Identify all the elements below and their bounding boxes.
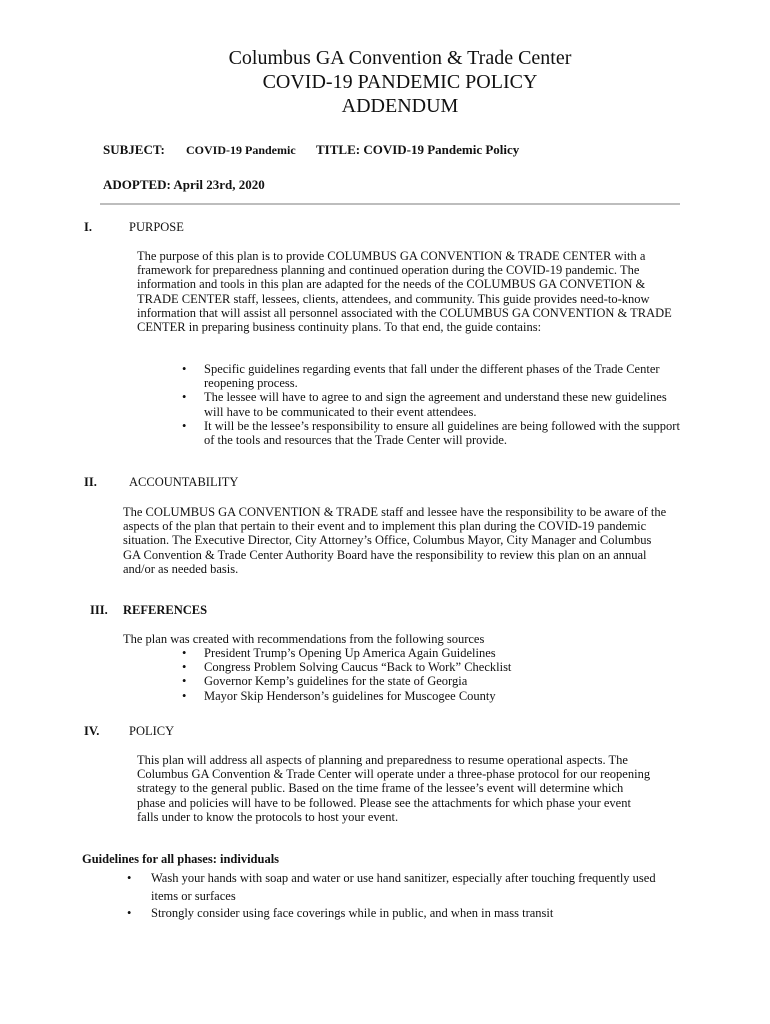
bullet-icon: •: [182, 418, 187, 433]
paragraph-line: Columbus GA Convention & Trade Center will operate under a three-phase protocol for our reopening: [137, 767, 651, 782]
list-item-line: It will be the lessee’s responsibility to ensure all guidelines are being followed with the support: [204, 418, 680, 433]
paragraph-line: The purpose of this plan is to provide COLUMBUS GA CONVENTION & TRADE CENTER with a: [137, 249, 646, 263]
list-item-line: Specific guidelines regarding events that fall under the different phases of the Trade Center: [204, 362, 660, 376]
paragraph-line: phase and policies will have to be followed. Please see the attachments for which phase your event: [137, 795, 631, 810]
list-item: [182, 390, 694, 419]
list-item-line: Strongly consider using face coverings while in public, and when in mass transit: [151, 906, 554, 920]
document-title-line-1: Columbus GA Convention & Trade Center: [228, 47, 572, 69]
paragraph-line: This plan will address all aspects of planning and preparedness to resume operational aspects. The: [137, 753, 628, 767]
list-item: [127, 870, 691, 905]
bullet-icon: •: [182, 390, 187, 405]
section-heading-purpose: PURPOSE: [129, 220, 184, 234]
list-item: [182, 418, 694, 448]
document-title-line-3: ADDENDUM: [341, 95, 459, 117]
bullet-icon: •: [182, 362, 187, 376]
list-item-line: of the tools and resources that the Trade Center will provide.: [204, 433, 508, 448]
section-numeral-references: III.: [90, 603, 108, 617]
paragraph-line: and/or as needed basis.: [123, 561, 239, 576]
list-item: [127, 905, 691, 923]
list-item-line: items or surfaces: [151, 888, 236, 903]
section-heading-references: REFERENCES: [123, 603, 208, 617]
bullet-icon: •: [182, 646, 187, 660]
paragraph-line: information and tools in this plan are adapted for the needs of the COLUMBUS GA CONVETION &: [137, 277, 646, 292]
subject-value: COVID-19 Pandemic: [186, 143, 296, 157]
guidelines-heading: Guidelines for all phases: individuals: [82, 852, 280, 866]
document-title-line-2: COVID-19 PANDEMIC POLICY: [262, 71, 538, 93]
list-item: [182, 646, 694, 660]
paragraph-line: TRADE CENTER staff, lessees, clients, attendees, and community. This guide provides need-to-know: [137, 291, 650, 306]
bullet-icon: •: [127, 906, 132, 920]
accountability-paragraph: [123, 505, 693, 576]
list-item-line: will have to be communicated to their event attendees.: [204, 404, 477, 419]
policy-paragraph: [137, 753, 697, 824]
guidelines-bullet-list: [127, 870, 691, 923]
section-numeral-accountability: II.: [84, 475, 97, 489]
bullet-icon: •: [182, 674, 187, 689]
paragraph-line: GA Convention & Trade Center Authority Board have the responsibility to review this plan on an annual: [123, 547, 647, 562]
references-intro: The plan was created with recommendations from the following sources: [123, 632, 485, 646]
list-item-line: Congress Problem Solving Caucus “Back to Work” Checklist: [204, 660, 512, 675]
section-heading-policy: POLICY: [129, 724, 175, 738]
bullet-icon: •: [182, 660, 187, 675]
adopted-date: ADOPTED: April 23rd, 2020: [103, 177, 265, 192]
policy-title: TITLE: COVID-19 Pandemic Policy: [316, 142, 520, 157]
subject-label: SUBJECT:: [103, 142, 165, 157]
list-item: [182, 688, 694, 703]
list-item-line: The lessee will have to agree to and sign the agreement and understand these new guidelines: [204, 390, 667, 405]
paragraph-line: aspects of the plan that pertain to their event and to implement this plan during the COVID-19 pandemic: [123, 519, 647, 534]
header-divider: [100, 203, 680, 205]
paragraph-line: strategy to the general public. Based on the time frame of the lessee’s event will determine which: [137, 781, 624, 796]
list-item-line: Governor Kemp’s guidelines for the state of Georgia: [204, 674, 468, 689]
bullet-icon: •: [182, 688, 187, 703]
purpose-paragraph: [137, 249, 697, 334]
list-item: [182, 660, 694, 675]
list-item-line: Mayor Skip Henderson’s guidelines for Muscogee County: [204, 688, 496, 703]
section-numeral-purpose: I.: [84, 220, 92, 234]
paragraph-line: situation. The Executive Director, City Attorney’s Office, Columbus Mayor, City Manager and Columbus: [123, 533, 652, 548]
bullet-icon: •: [127, 871, 132, 885]
list-item-line: reopening process.: [204, 376, 298, 391]
paragraph-line: The COLUMBUS GA CONVENTION & TRADE staff and lessee have the responsibility to be aware of the: [123, 505, 667, 519]
list-item-line: Wash your hands with soap and water or use hand sanitizer, especially after touching frequently used: [151, 871, 656, 885]
purpose-bullet-list: [182, 362, 694, 448]
section-heading-accountability: ACCOUNTABILITY: [129, 475, 239, 489]
section-numeral-policy: IV.: [84, 724, 100, 738]
paragraph-line: information that will assist all personnel associated with the COLUMBUS GA CONVENTION & TRADE: [137, 305, 672, 320]
paragraph-line: framework for preparedness planning and continued operation during the COVID-19 pandemic. The: [137, 263, 640, 278]
list-item-line: President Trump’s Opening Up America Again Guidelines: [204, 646, 496, 660]
paragraph-line: falls under to know the protocols to host your event.: [137, 809, 399, 824]
list-item: [182, 674, 694, 689]
list-item: [182, 362, 694, 391]
references-bullet-list: [182, 646, 694, 703]
paragraph-line: CENTER in preparing business continuity plans. To that end, the guide contains:: [137, 320, 542, 335]
